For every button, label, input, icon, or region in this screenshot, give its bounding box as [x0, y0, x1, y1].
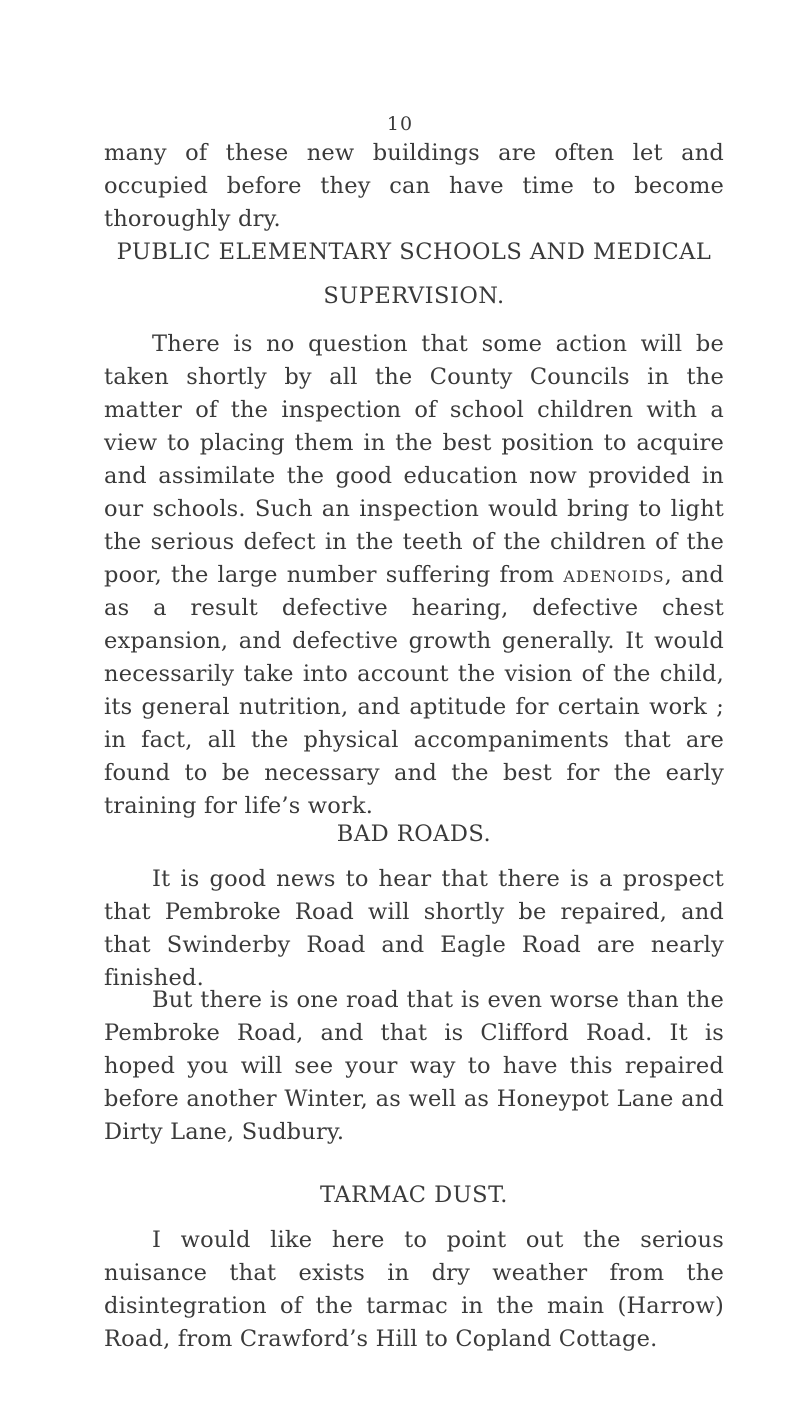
heading-public-elementary-schools — [104, 230, 724, 318]
schools-paragraph-part-b: , and as a result defective hearing, defective chest expansion, and defective growth generally. It would necessarily take into account the vision of the child, its general nutrition, and aptitude for certain work ; in fact, all the physical accompaniments that are found to be necessary and the best for the early training for life’s work. — [104, 562, 724, 819]
adenoids-term: adenoids — [563, 562, 665, 588]
schools-paragraph-text — [104, 328, 724, 823]
intro-paragraph — [104, 137, 724, 236]
bad-roads-paragraph-2 — [104, 984, 724, 1149]
heading-line-1: PUBLIC ELEMENTARY SCHOOLS AND MEDICAL — [116, 239, 712, 265]
heading-tarmac-dust: TARMAC DUST. — [320, 1182, 508, 1208]
heading-line-2: SUPERVISION. — [323, 283, 505, 309]
page-number: 10 — [386, 113, 414, 135]
tarmac-dust-paragraph-text: I would like here to point out the serious nuisance that exists in dry weather from the disintegration of the tarmac in the main (Harrow) Road, from Crawford’s Hill to Copland Cottage. — [104, 1227, 724, 1352]
schools-paragraph-part-a: There is no question that some action will be taken shortly by all the County Councils in the matter of the inspection of school children with a view to placing them in the best position to acquire and assimilate the good education now provided in our schools. Such an inspection would bring to light the serious defect in the teeth of the children of the poor, the large number suffering from — [104, 331, 724, 588]
intro-paragraph-text: many of these new buildings are often let and occupied before they can have time to become thoroughly dry. — [104, 140, 724, 232]
bad-roads-paragraph-2-text: But there is one road that is even worse than the Pembroke Road, and that is Clifford Road. It is hoped you will see your way to have this repaired before another Winter, as well as Honeypot Lane and Dirty Lane, Sudbury. — [104, 987, 724, 1145]
heading-bad-roads: BAD ROADS. — [336, 821, 492, 847]
tarmac-dust-paragraph — [104, 1224, 724, 1356]
bad-roads-paragraph-1 — [104, 863, 724, 995]
bad-roads-paragraph-1-text: It is good news to hear that there is a prospect that Pembroke Road will shortly be repaired, and that Swinderby Road and Eagle Road are nearly finished. — [104, 866, 724, 991]
schools-paragraph — [104, 328, 724, 823]
